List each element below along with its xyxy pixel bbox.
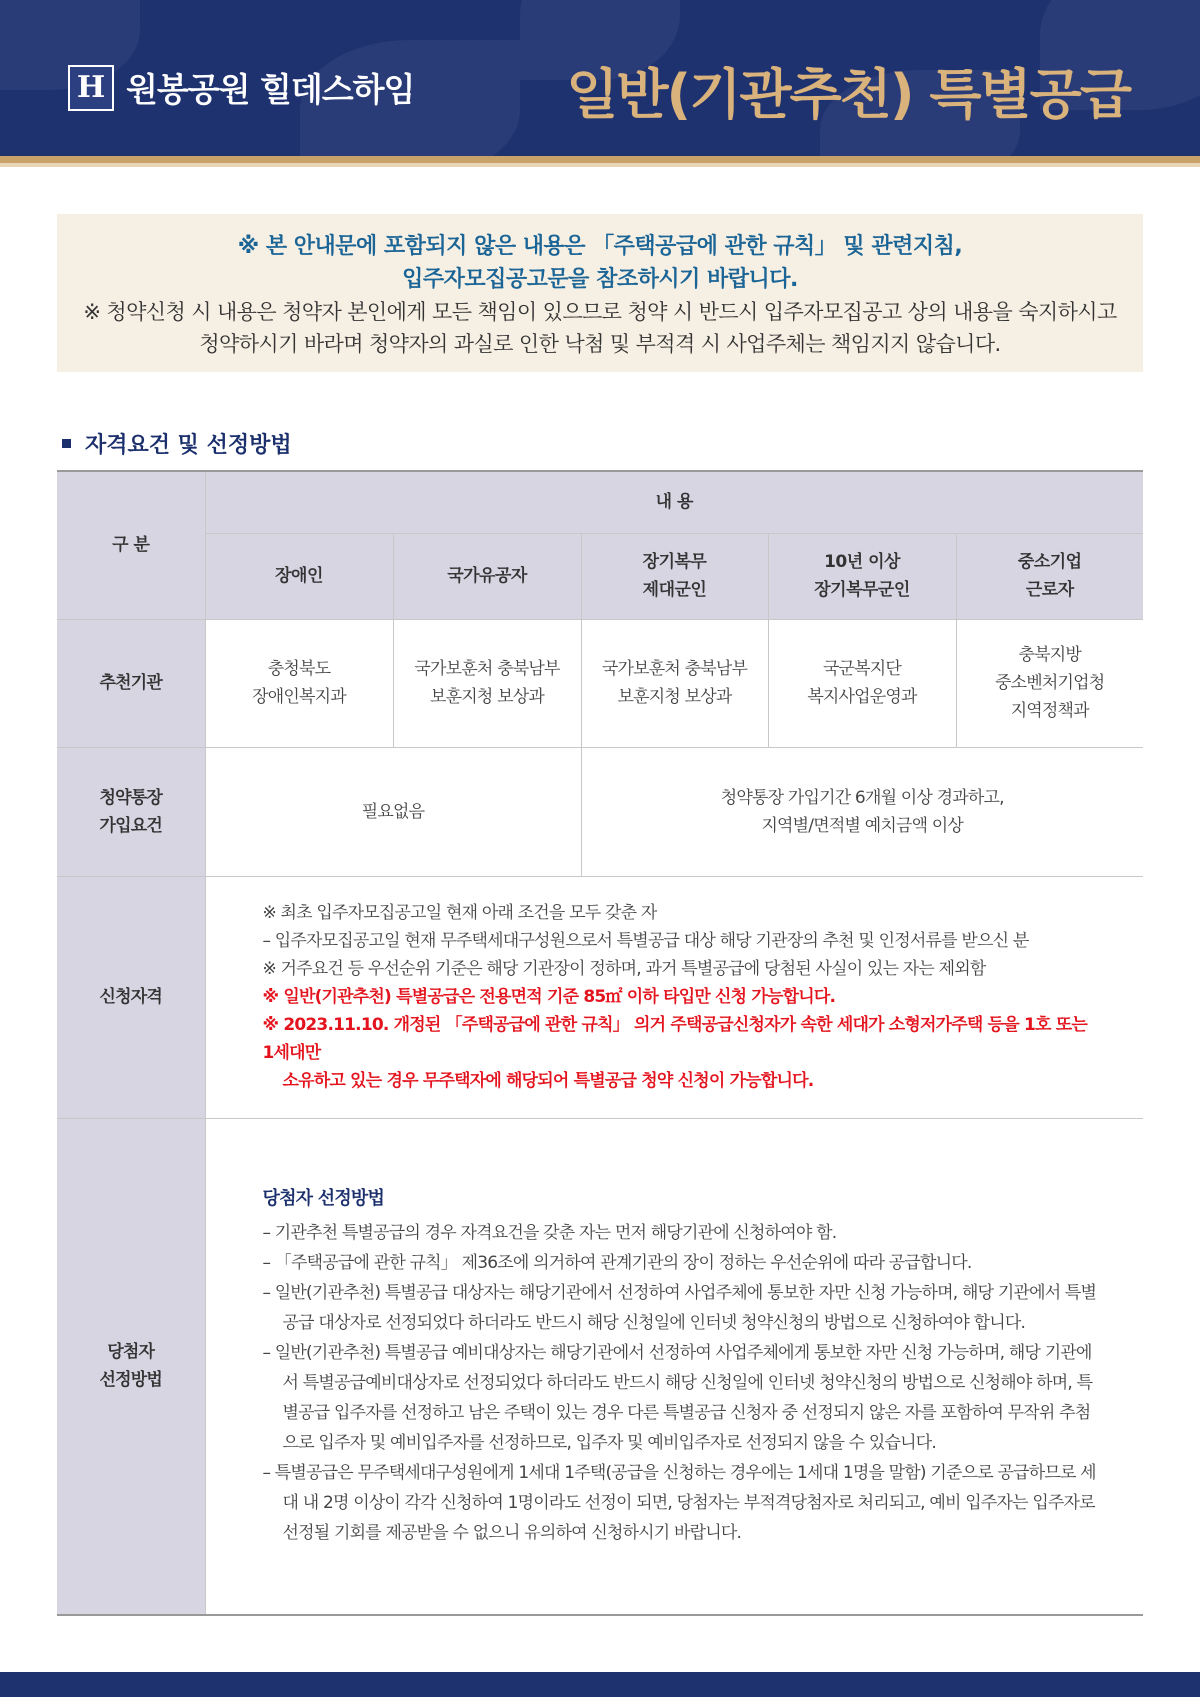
selection-item: – 특별공급은 무주택세대구성원에게 1세대 1주택(공급을 신청하는 경우에는 1세대 1명을 말함) 기준으로 공급하므로 세대 내 2명 이상이 각각 신청하여 1명이라도 선정이 되면, 당첨자는 부적격당첨자로 처리되고, 예비 입주자는 입주자로 선정될 기회를 제공받을 수 없으니 유의하여 신청하시기 바랍니다. — [262, 1463, 1096, 1544]
selection-item: – 일반(기관추천) 특별공급 예비대상자는 해당기관에서 선정하여 사업주체에게 통보한 자만 신청 가능하며, 해당 기관에서 특별공급예비대상자로 선정되었다 하더라도 반드시 해당 신청일에 인터넷 청약신청의 방법으로 신청해야 하며, 특별공급 입주자를 선정하고 남은 주택이 있는 경우 다른 특별공급 신청자 중 선정되지 않은 자를 포함하여 무작위 추첨으로 입주자 및 예비입주자를 선정하므로, 입주자 및 예비입주자로 선정되지 않을 수 있습니다. — [262, 1343, 1093, 1454]
brand-logo — [68, 64, 414, 111]
row-label-qualification: 신청자격 — [57, 876, 205, 1118]
section-heading — [62, 428, 292, 459]
column-header: 장기복무 제대군인 — [581, 533, 768, 619]
section-title: 자격요건 및 선정방법 — [85, 433, 292, 458]
gold-divider — [0, 156, 1200, 163]
selection-item: – 기관추천 특별공급의 경우 자격요건을 갖춘 자는 먼저 해당기관에 신청하여야 함. — [262, 1223, 837, 1244]
qualification-warning: ※ 일반(기관추천) 특별공급은 전용면적 기준 85㎡ 이하 타입만 신청 가능합니다. — [262, 987, 836, 1007]
qualification-table — [57, 470, 1143, 1616]
row-label-savings: 청약통장 가입요건 — [57, 747, 205, 876]
recommend-cell: 국가보훈처 충북남부 보훈지청 보상과 — [393, 619, 581, 747]
notice-line: 청약하시기 바라며 청약자의 과실로 인한 낙첨 및 부적격 시 사업주체는 책임지지 않습니다. — [199, 332, 1001, 356]
selection-item: – 일반(기관추천) 특별공급 대상자는 해당기관에서 선정하여 사업주체에 통보한 자만 신청 가능하며, 해당 기관에서 특별공급 대상자로 선정되었다 하더라도 반드시 해당 신청일에 인터넷 청약신청의 방법으로 신청하여야 합니다. — [262, 1283, 1097, 1334]
gold-divider-light — [0, 163, 1200, 167]
column-header: 국가유공자 — [393, 533, 581, 619]
column-header: 장애인 — [205, 533, 393, 619]
brand-name: 원봉공원 힐데스하임 — [126, 70, 415, 109]
qualification-line: – 입주자모집공고일 현재 무주택세대구성원으로서 특별공급 대상 해당 기관장의 추천 및 인정서류를 받으신 분 — [262, 931, 1029, 951]
notice-line: ※ 본 안내문에 포함되지 않은 내용은 「주택공급에 관한 규칙」 및 관련지침, — [237, 234, 963, 259]
square-bullet-icon — [62, 439, 71, 448]
row-label-selection: 당첨자 선정방법 — [57, 1118, 205, 1615]
qualification-warning: ※ 2023.11.10. 개정된 「주택공급에 관한 규칙」 의거 주택공급신청자가 속한 세대가 소형저가주택 등을 1호 또는 1세대만 — [262, 1015, 1088, 1063]
row-label-recommend: 추천기관 — [57, 619, 205, 747]
recommend-cell: 충북지방 중소벤처기업청 지역정책과 — [956, 619, 1143, 747]
selection-heading: 당첨자 선정방법 — [262, 1188, 385, 1210]
qualification-line: ※ 거주요건 등 우선순위 기준은 해당 기관장이 정하며, 과거 특별공급에 당첨된 사실이 있는 자는 제외함 — [262, 959, 986, 979]
selection-cell — [205, 1118, 1143, 1615]
notice-line: ※ 청약신청 시 내용은 청약자 본인에게 모든 책임이 있으므로 청약 시 반드시 입주자모집공고 상의 내용을 숙지하시고 — [83, 300, 1117, 324]
notice-line: 입주자모집공고문을 참조하시기 바랍니다. — [402, 267, 798, 292]
column-header: 중소기업 근로자 — [956, 533, 1143, 619]
notice-box — [57, 214, 1143, 372]
recommend-cell: 국군복지단 복지사업운영과 — [768, 619, 956, 747]
savings-not-required: 필요없음 — [205, 747, 581, 876]
qualification-cell — [205, 876, 1143, 1118]
header-banner — [0, 0, 1200, 156]
savings-required: 청약통장 가입기간 6개월 이상 경과하고, 지역별/면적별 예치금액 이상 — [581, 747, 1143, 876]
content-header: 내 용 — [205, 471, 1143, 533]
footer-bar — [0, 1672, 1200, 1697]
qualification-line: ※ 최초 입주자모집공고일 현재 아래 조건을 모두 갖춘 자 — [262, 903, 657, 923]
recommend-cell: 충청북도 장애인복지과 — [205, 619, 393, 747]
selection-item: – 「주택공급에 관한 규칙」 제36조에 의거하여 관계기관의 장이 정하는 우선순위에 따라 공급합니다. — [262, 1253, 972, 1274]
logo-mark-icon: H — [68, 65, 114, 111]
qualification-warning: 소유하고 있는 경우 무주택자에 해당되어 특별공급 청약 신청이 가능합니다. — [282, 1071, 814, 1091]
category-header: 구 분 — [57, 471, 205, 619]
column-header: 10년 이상 장기복무군인 — [768, 533, 956, 619]
page-title: 일반(기관추천) 특별공급 — [566, 63, 1130, 126]
recommend-cell: 국가보훈처 충북남부 보훈지청 보상과 — [581, 619, 768, 747]
